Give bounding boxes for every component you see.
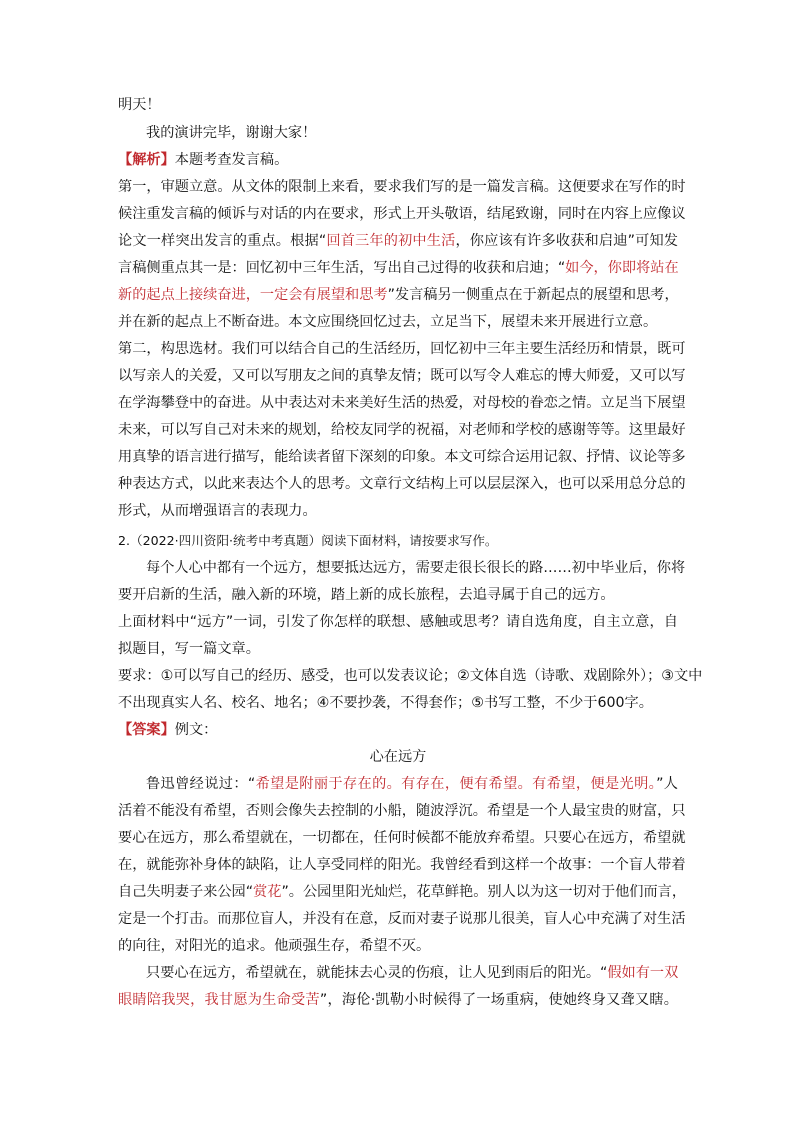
text-line — [118, 666, 703, 686]
text-run: 只要心在远方，希望就在，就能抹去心灵的伤痕，让人见到雨后的阳光。“ — [146, 965, 608, 981]
quoted-text: 如今，你即将站在 — [565, 260, 679, 276]
text-run: 要开启新的生活，融入新的环境，踏上新的成长旅程，去追寻属于自己的远方。 — [118, 587, 615, 603]
text-run: 种表达方式，以此来表达个人的思考。文章行文结构上可以层层深入，也可以采用总分总的 — [118, 476, 686, 492]
text-line — [118, 693, 678, 713]
text-line — [118, 231, 678, 251]
text-line — [118, 366, 686, 386]
text-line — [118, 312, 678, 332]
text-line — [118, 474, 686, 494]
quoted-text: 希望是附丽于存在的。有存在，便有希望。有希望，便是光明。 — [255, 776, 657, 792]
text-run: 形式，从而增强语言的表现力。 — [118, 503, 317, 519]
text-run: 每个人心中都有一个远方，想要抵达远方，需要走很长很长的路……初中毕业后，你将 — [146, 560, 686, 576]
text-line — [118, 447, 686, 467]
text-run: 未来，可以写自己对未来的规划，给校友同学的祝福，对老师和学校的感谢等等。这里最好 — [118, 422, 686, 438]
text-run: 我的演讲完毕，谢谢大家！ — [146, 125, 317, 141]
quoted-text: 假如有一双 — [607, 965, 679, 981]
text-line — [146, 963, 678, 983]
text-line — [118, 855, 686, 875]
text-run: 言稿侧重点其一是：回忆初中三年生活，写出自己过得的收获和启迪；“ — [118, 260, 566, 276]
text-line — [118, 639, 678, 659]
text-line — [118, 585, 678, 605]
text-run: ”发言稿另一侧重点在于新起点的展望和思考， — [387, 287, 679, 303]
text-run: 第二，构思选材。我们可以结合自己的生活经历，回忆初中三年主要生活经历和情景，既可 — [118, 341, 686, 357]
text-run: 心在远方 — [369, 749, 427, 765]
text-run: ，你应该有许多收获和启迪”可知发 — [455, 233, 678, 249]
text-run: 要心在远方，那么希望就在，一切都在，任何时候都不能放弃希望。只要心在远方，希望就 — [118, 830, 686, 846]
text-line — [118, 990, 678, 1010]
text-line — [118, 285, 678, 305]
text-run: 2.（2022·四川资阳·统考中考真题）阅读下面材料，请按要求写作。 — [118, 533, 498, 548]
text-line — [146, 123, 678, 143]
text-line — [118, 909, 686, 929]
answer-line — [118, 720, 678, 740]
text-line — [118, 882, 687, 902]
text-run: 活着不能没有希望，否则会像失去控制的小船，随波浮沉。希望是一个人最宝贵的财富，只 — [118, 803, 686, 819]
text-run: 鲁迅曾经说过：“ — [146, 776, 256, 792]
text-line — [118, 258, 678, 278]
text-run: 拟题目，写一篇文章。 — [118, 641, 260, 657]
text-run: 本题考查发言稿。 — [174, 152, 289, 168]
essay-title — [118, 747, 678, 767]
text-run: 自己失明妻子来公园“ — [118, 884, 254, 900]
text-run: ”。公园里阳光灿烂，花草鲜艳。别人以为这一切对于他们而言， — [281, 884, 687, 900]
text-line — [118, 828, 686, 848]
quoted-text: 赏花 — [253, 884, 282, 900]
text-run: 并在新的起点上不断奋进。本文应围绕回忆过去，立足当下，展望未来开展进行立意。 — [118, 314, 658, 330]
text-run: 用真挚的语言进行描写，能给读者留下深刻的印象。本文可综合运用记叙、抒情、议论等多 — [118, 449, 686, 465]
text-line — [118, 501, 678, 521]
text-line — [118, 204, 686, 224]
text-line — [118, 612, 678, 632]
text-run: 在学海攀登中的奋进。从中表达对未来美好生活的热爱，对母校的眷恋之情。立足当下展望 — [118, 395, 686, 411]
text-run: 要求：①可以写自己的经历、感受，也可以发表议论；②文体自选（诗歌、戏剧除外）；③文中 — [118, 668, 703, 684]
text-line — [118, 95, 678, 115]
text-line — [118, 801, 686, 821]
text-line — [146, 558, 686, 578]
text-line — [146, 774, 678, 794]
text-run: 的向往，对阳光的追求。他顽强生存，希望不灭。 — [118, 938, 431, 954]
text-line — [118, 393, 686, 413]
text-run: 不出现真实人名、校名、地名；④不要抄袭，不得套作；⑤书写工整，不少于600字。 — [118, 695, 653, 711]
text-run: 明天！ — [118, 97, 161, 113]
text-line — [118, 936, 678, 956]
answer-label: 【答案】 — [118, 722, 175, 738]
text-run: 在，就能弥补身体的缺陷，让人享受同样的阳光。我曾经看到这样一个故事：一个盲人带着 — [118, 857, 686, 873]
text-run: 例文： — [174, 722, 218, 738]
text-run: 上面材料中“远方”一词，引发了你怎样的联想、感触或思考？请自选角度，自主立意，自 — [118, 614, 678, 630]
text-run: 定是一个打击。而那位盲人，并没有在意，反而对妻子说那儿很美，盲人心中充满了对生活 — [118, 911, 686, 927]
quoted-text: 新的起点上接续奋进，一定会有展望和思考 — [118, 287, 388, 303]
text-run: ”，海伦·凯勒小时候得了一场重病，使她终身又聋又瞎。 — [319, 992, 678, 1008]
analysis-line — [118, 150, 678, 170]
text-run: 候注重发言稿的倾诉与对话的内在要求，形式上开头敬语，结尾致谢，同时在内容上应像议 — [118, 206, 686, 222]
text-run: 以写亲人的关爱，又可以写朋友之间的真挚友情；既可以写令人难忘的博大师爱，又可以写 — [118, 368, 686, 384]
analysis-label: 【解析】 — [118, 152, 175, 168]
text-line — [118, 177, 686, 197]
text-run: 论文一样突出发言的重点。根据“ — [118, 233, 327, 249]
text-line — [118, 420, 686, 440]
text-run: 第一，审题立意。从文体的限制上来看，要求我们写的是一篇发言稿。这便要求在写作的时 — [118, 179, 686, 195]
quoted-text: 回首三年的初中生活 — [326, 233, 456, 249]
quoted-text: 眼睛陪我哭，我甘愿为生命受苦 — [118, 992, 320, 1008]
text-line — [118, 339, 686, 359]
question-heading — [118, 531, 678, 551]
text-run: ”人 — [656, 776, 678, 792]
